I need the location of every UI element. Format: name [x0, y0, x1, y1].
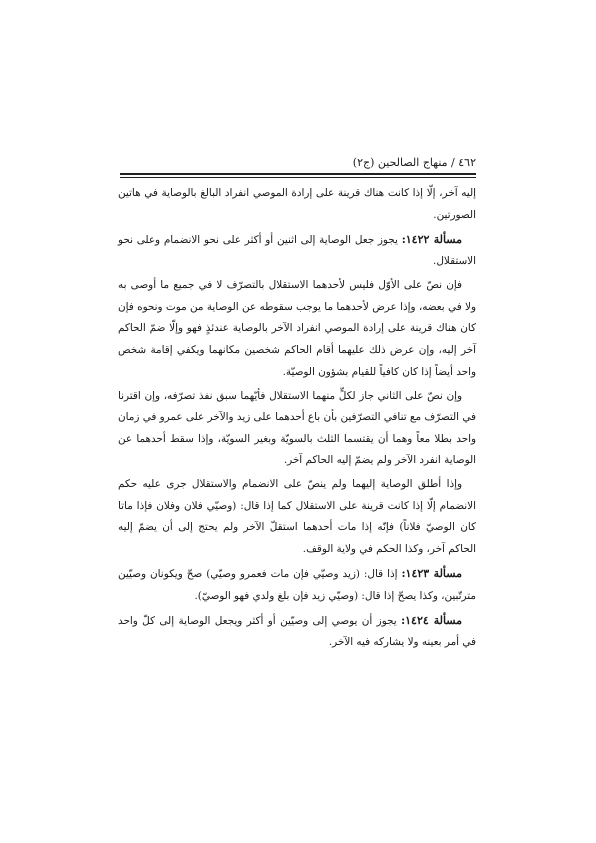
issue-paragraph: مسألة ١٤٢٢: يجوز جعل الوصاية إلى اثنين أو أكثر على نحو الانضمام وعلى نحو الاستقلال. [118, 232, 476, 268]
header-rule-thick [120, 173, 476, 175]
issue-paragraph: مسألة ١٤٢٤: يجوز أن يوصي إلى وصيّين أو أكثر ويجعل الوصاية إلى كلّ واحد في أمر بعينه ولا يشاركه فيه الآخر. [118, 613, 476, 649]
header-rule-thin [120, 177, 476, 178]
issue-label: مسألة ١٤٢٣: [401, 567, 462, 581]
page-header [120, 156, 476, 178]
paragraph: وإن نصّ على الثاني جاز لكلٍّ منهما الاستقلال فأيّهما سبق نفذ تصرّفه، وإن اقترنا في التصرّف مع تنافي التصرّفين بأن باع أحدهما على زيد والآخر على عمرو في زمان واحد بطلا معاً وهما أن يقتسما الثلث بالسويّة وبغير السويّة، وإذا سقط أحدهما عن الوصاية انفرد الآخر ولم يضمّ إليه الحاكم آخر. [118, 389, 476, 467]
paragraph: إليه آخر، إلّا إذا كانت هناك قرينة على إرادة الموصي انفراد البالغ بالوصاية في هاتين الصورتين. [118, 187, 476, 221]
issue-label: مسألة ١٤٢٤: [401, 613, 462, 627]
paragraph: وإذا أطلق الوصاية إليهما ولم ينصّ على الانضمام والاستقلال جرى عليه حكم الانضمام إلّا إذا كانت قرينة على الاستقلال كما إذا قال: (وصيّي فلان وفلان فإذا ماتا كان الوصيّ فلاناً) فإنّه إذا مات أحدهما استقلّ الآخر ولم يحتج إلى أن يضمّ إليه الحاكم آخر، وكذا الحكم في ولاية الوقف. [118, 478, 476, 556]
paragraph: فإن نصّ على الأوّل فليس لأحدهما الاستقلال بالتصرّف لا في جميع ما أوصى به ولا في بعضه، وإذا عرض لأحدهما ما يوجب سقوطه عن الوصاية من موت ونحوه فإن كان هناك قرينة على إرادة الموصي انفراد الآخر بالوصاية عندئذٍ فهو وإلّا ضمّ الحاكم آخر إليه، وإن عرض ذلك عليهما أقام الحاكم شخصين مكانهما ويكفي إقامة شخص واحد أيضاً إذا كان كافياً للقيام بشؤون الوصيّة. [118, 279, 476, 378]
issue-label: مسألة ١٤٢٢: [401, 232, 463, 246]
running-head: ٤٦٢ / منهاج الصالحين (ج٢) [352, 156, 476, 169]
issue-paragraph: مسألة ١٤٢٣: إذا قال: (زيد وصيّي فإن مات فعمرو وصيّي) صحّ ويكونان وصيّين مترتّبين، وكذا يصحّ إذا قال: (وصيّي زيد فإن بلغ ولدي فهو الوصيّ). [118, 567, 476, 602]
body-text [118, 183, 476, 656]
